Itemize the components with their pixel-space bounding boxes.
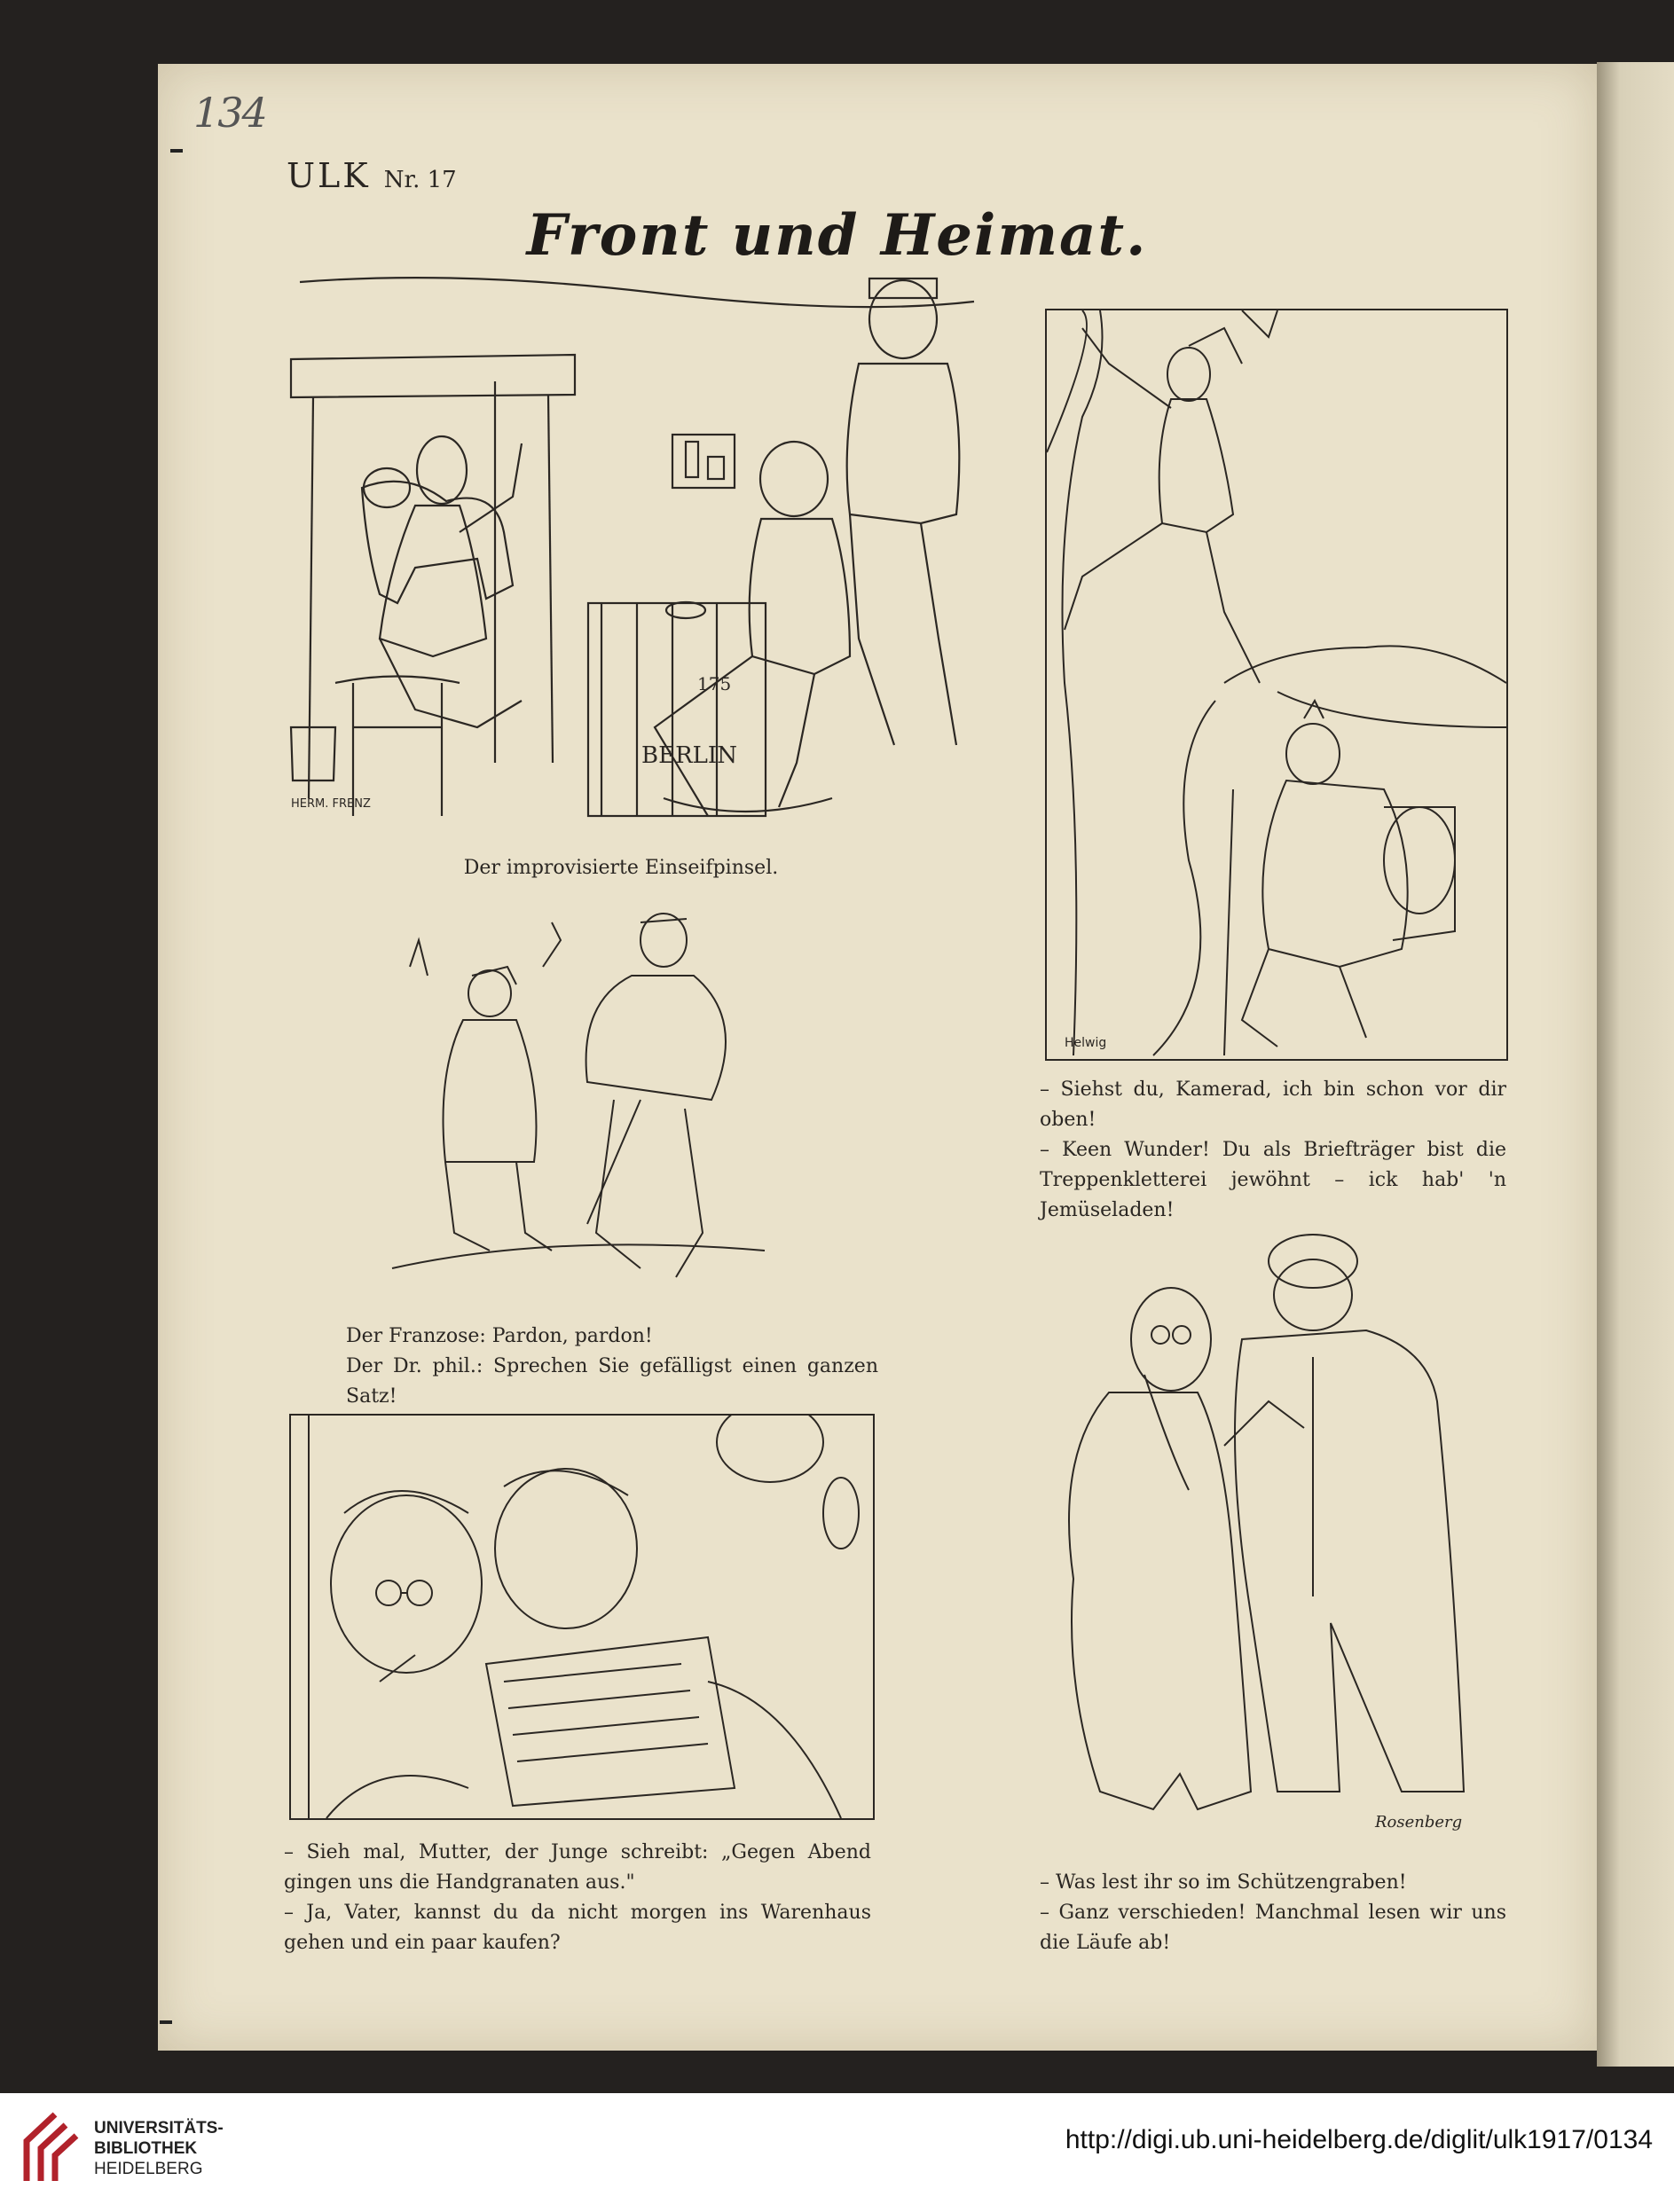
adjacent-page-edge (1597, 62, 1674, 2067)
artist-signature: HERM. FRENZ (291, 797, 371, 811)
library-name (94, 2118, 224, 2179)
issue-number: Nr. 17 (383, 167, 457, 193)
cartoon-drawing (1047, 1224, 1508, 1836)
caption-line: – Keen Wunder! Du als Briefträger bist die Treppenkletterei jewöhnt – ick hab' 'n Jemüseladen! (1040, 1139, 1506, 1221)
cartoon-climbing (1045, 309, 1508, 1061)
permalink-url[interactable]: http://digi.ub.uni-heidelberg.de/diglit/ulk1917/0134 (1065, 2125, 1653, 2154)
caption-trench (1040, 1868, 1506, 1958)
caption-line: – Siehst du, Kamerad, ich bin schon vor dir oben! (1040, 1079, 1506, 1131)
cartoon-reading-letter (289, 1414, 875, 1820)
university-library-logo-icon (20, 2106, 82, 2185)
caption-reading-letter (284, 1838, 871, 1958)
margin-mark (170, 149, 183, 153)
caption-line: – Sieh mal, Mutter, der Junge schreibt: „Gegen Abend gingen uns die Handgranaten aus." (284, 1841, 871, 1894)
caption-line: Der Dr. phil.: Sprechen Sie gefälligst einen ganzen Satz! (346, 1355, 878, 1408)
cartoon-drawing (1047, 310, 1506, 1059)
artist-signature: Helwig (1065, 1036, 1107, 1050)
cartoon-drawing (374, 896, 782, 1295)
library-name-line: BIBLIOTHEK (94, 2139, 198, 2158)
pencil-page-number: 134 (193, 89, 266, 137)
page-title: Front und Heimat. (526, 202, 1148, 269)
cartoon-drawing (291, 1416, 873, 1818)
caption-line: – Ganz verschieden! Manchmal lesen wir uns die Läufe ab! (1040, 1902, 1506, 1954)
cartoon-frenchman (374, 896, 782, 1295)
caption-line: Der Franzose: Pardon, pardon! (346, 1325, 653, 1347)
crate-label: BERLIN (641, 742, 737, 769)
caption-line: – Was lest ihr so im Schützengraben! (1040, 1871, 1407, 1894)
caption-climbing (1040, 1075, 1506, 1226)
artist-signature: Rosenberg (1375, 1813, 1463, 1832)
cartoon-drawing (282, 266, 979, 830)
publication-name: ULK (287, 156, 371, 195)
library-name-line: UNIVERSITÄTS- (94, 2119, 224, 2137)
caption-line: – Ja, Vater, kannst du da nicht morgen ins Warenhaus gehen und ein paar kaufen? (284, 1902, 871, 1954)
crate-number: 175 (697, 673, 732, 694)
caption-frenchman (346, 1322, 878, 1412)
page-header (287, 156, 457, 195)
cartoon-trench (1047, 1224, 1508, 1836)
margin-mark (160, 2020, 172, 2024)
library-name-line: HEIDELBERG (94, 2160, 203, 2178)
cartoon-shaving-brush (282, 266, 979, 830)
caption-shaving-brush: Der improvisierte Einseifpinsel. (463, 857, 779, 879)
